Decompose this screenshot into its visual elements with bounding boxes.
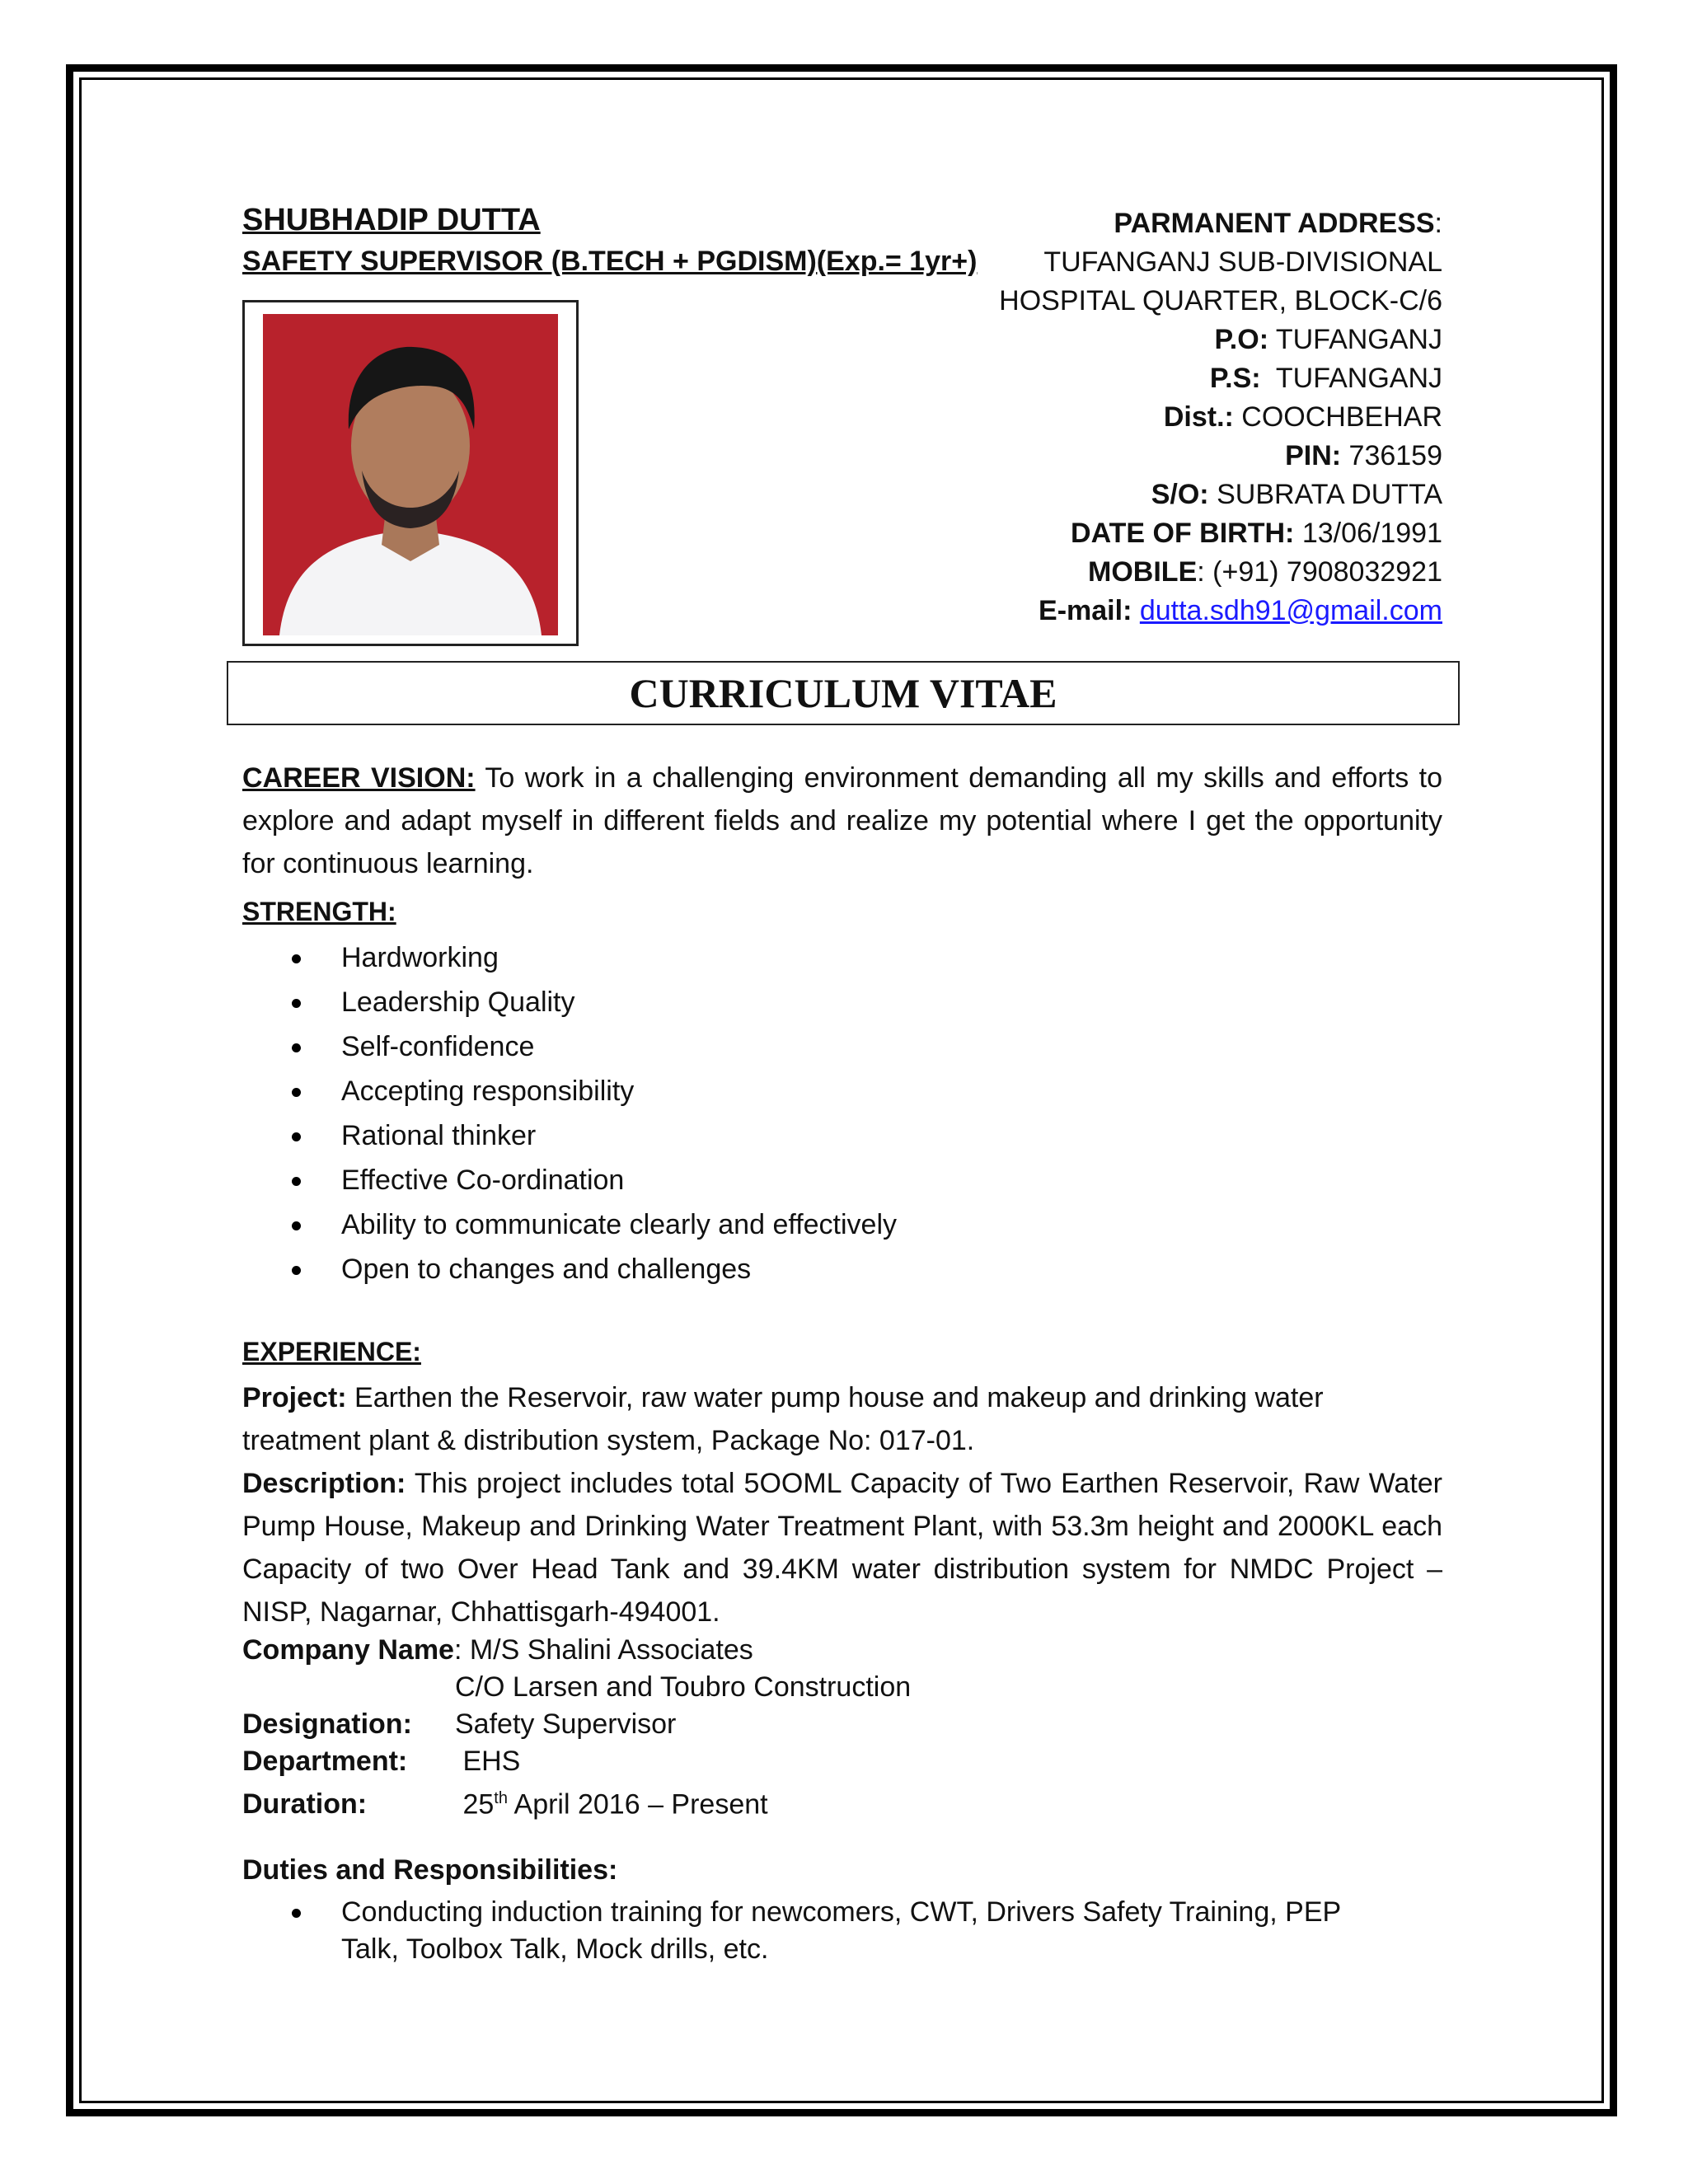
designation-label: Designation: [242,1708,412,1740]
photo-frame [242,300,579,646]
person-silhouette-icon [263,314,558,635]
list-item-text: Leadership Quality [341,987,575,1018]
duration-rest: April 2016 – Present [507,1788,768,1821]
dist-value: COOCHBEHAR [1233,401,1442,433]
duties-heading: Duties and Responsibilities: [242,1854,618,1886]
career-vision [242,757,1442,885]
address-line-1: TUFANGANJ SUB-DIVISIONAL [1043,246,1442,278]
project-paragraph [242,1376,1442,1462]
dist-label: Dist.: [1163,401,1234,433]
career-vision-label: CAREER VISION: [242,762,476,794]
list-item [242,1070,1442,1114]
email-link[interactable]: dutta.sdh91@gmail.com [1139,595,1442,626]
designation-value: Safety Supervisor [455,1708,677,1740]
strength-list [242,936,1442,1292]
duration-row [242,1780,768,1823]
list-item-text: Self-confidence [341,1031,535,1062]
department-value: EHS [455,1746,521,1777]
address-heading: PARMANENT ADDRESS [1114,208,1435,239]
description-paragraph [242,1462,1442,1633]
so-label: S/O: [1151,479,1209,510]
bullet-icon [292,1177,301,1186]
address-line-2: HOSPITAL QUARTER, BLOCK-C/6 [999,285,1442,316]
profile-photo [263,314,558,635]
duties-list [242,1894,1442,1968]
bullet-icon [292,1266,301,1275]
dob-value: 13/06/1991 [1294,518,1442,549]
experience-heading: EXPERIENCE: [242,1337,421,1366]
list-item-text: Conducting induction training for newcomers, CWT, Drivers Safety Training, PEP Talk, Toolbox Talk, Mock drills, etc. [341,1896,1341,1965]
address-block [999,204,1442,630]
mobile-label: MOBILE [1088,556,1198,588]
description-text: This project includes total 5OOML Capacity of Two Earthen Reservoir, Raw Water Pump House, Makeup and Drinking Water Treatment Plant, with 53.3m height and 2000KL each Capacity of two Over Head Tank and 39.4KM water distribution system for NMDC Project – NISP, Nagarnar, Chhattisgarh-494001. [242,1468,1442,1628]
list-item-text: Effective Co-ordination [341,1165,625,1196]
dob-label: DATE OF BIRTH: [1071,518,1295,549]
project-label: Project: [242,1382,347,1413]
bullet-icon [292,1221,301,1230]
company-value: : M/S Shalini Associates [453,1634,753,1666]
strength-heading: STRENGTH: [242,897,396,926]
company-row [242,1632,753,1669]
email-label: E-mail: [1039,595,1132,626]
list-item [242,1025,1442,1070]
document-title: CURRICULUM VITAE [227,661,1460,725]
so-value: SUBRATA DUTTA [1208,479,1442,510]
duration-label: Duration: [242,1788,368,1821]
bullet-icon [292,954,301,963]
list-item [242,981,1442,1025]
list-item-text: Open to changes and challenges [341,1254,752,1285]
bullet-icon [292,1043,301,1052]
address-heading-colon: : [1434,208,1442,239]
ps-label: P.S: [1209,363,1261,394]
project-text: Earthen the Reservoir, raw water pump house and makeup and drinking water treatment plant & distribution system, Package No: 017-01. [242,1382,1324,1456]
duration-day: 25 [455,1788,495,1821]
list-item-text: Rational thinker [341,1120,537,1151]
ps-value: TUFANGANJ [1260,363,1442,394]
list-item-text: Ability to communicate clearly and effectively [341,1209,898,1240]
list-item [242,1248,1442,1292]
candidate-name: SHUBHADIP DUTTA [242,203,541,237]
department-label: Department: [242,1746,408,1777]
bullet-icon [292,1132,301,1141]
po-label: P.O: [1214,324,1269,355]
list-item [242,1114,1442,1159]
department-row [242,1743,520,1780]
company-label: Company Name [242,1634,454,1666]
duration-ordinal: th [494,1789,508,1807]
mobile-value: : (+91) 7908032921 [1197,556,1442,588]
list-item [242,1203,1442,1248]
list-item [242,1894,1442,1968]
po-value: TUFANGANJ [1268,324,1442,355]
bullet-icon [292,1909,301,1918]
pin-value: 736159 [1341,440,1442,471]
list-item-text: Hardworking [341,942,499,973]
pin-label: PIN: [1285,440,1342,471]
bullet-icon [292,1088,301,1097]
list-item-text: Accepting responsibility [341,1076,635,1107]
bullet-icon [292,999,301,1008]
list-item [242,936,1442,981]
description-label: Description: [242,1468,406,1499]
list-item [242,1159,1442,1203]
career-vision-text: To work in a challenging environment demanding all my skills and efforts to explore and adapt myself in different fields and realize my potential where I get the opportunity for continuous learning. [242,762,1442,879]
candidate-subtitle: SAFETY SUPERVISOR (B.TECH + PGDISM)(Exp.= 1yr+) [242,246,978,277]
company-line-2: C/O Larsen and Toubro Construction [455,1671,912,1703]
designation-row [242,1706,676,1743]
